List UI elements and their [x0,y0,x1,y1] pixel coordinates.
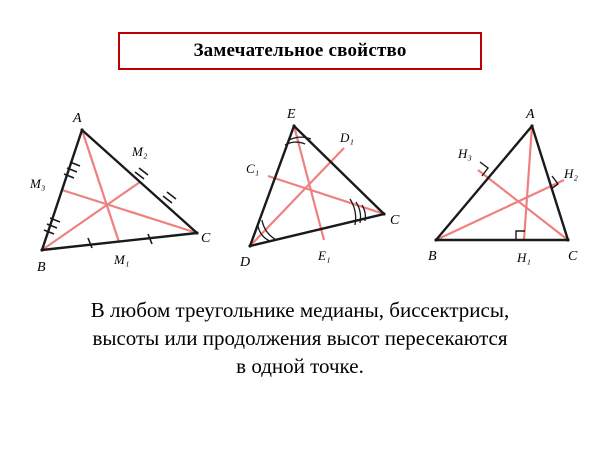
label-D: D [240,255,251,270]
label-M2: M₂ [132,144,148,159]
page-title: Замечательное свойство [193,40,407,61]
label-A: A [526,107,535,122]
caption-line-3: в одной точке. [236,354,364,378]
label-C: C [201,231,211,246]
triangle-outline [250,126,384,246]
altitude-lines [436,126,568,240]
caption [20,296,580,380]
caption-line-2: высоты или продолжения высот пересекаются [92,326,508,350]
label-B: B [37,260,46,275]
label-E1: E₁ [318,248,331,263]
label-H2: H₂ [564,166,578,181]
triangle-outline [436,126,568,240]
figure-medians [22,100,222,285]
caption-line-1: В любом треугольнике медианы, биссектрисы, [90,298,510,322]
figure-altitudes [420,100,590,285]
label-M3: M₃ [30,176,46,191]
label-A: A [73,111,82,126]
label-C: C [390,213,400,228]
medians-lines [42,130,197,250]
figure-bisectors [232,100,412,285]
label-B: B [428,249,437,264]
bisector-lines [250,126,384,246]
label-E: E [287,107,296,122]
figures-row [0,100,600,290]
label-H3: H₃ [458,146,472,161]
label-D1: D₁ [340,130,354,145]
label-C: C [568,249,578,264]
label-C1: C₁ [246,161,260,176]
title-box [118,32,482,70]
label-M1: M₁ [114,252,130,267]
label-H1: H₁ [517,250,531,265]
